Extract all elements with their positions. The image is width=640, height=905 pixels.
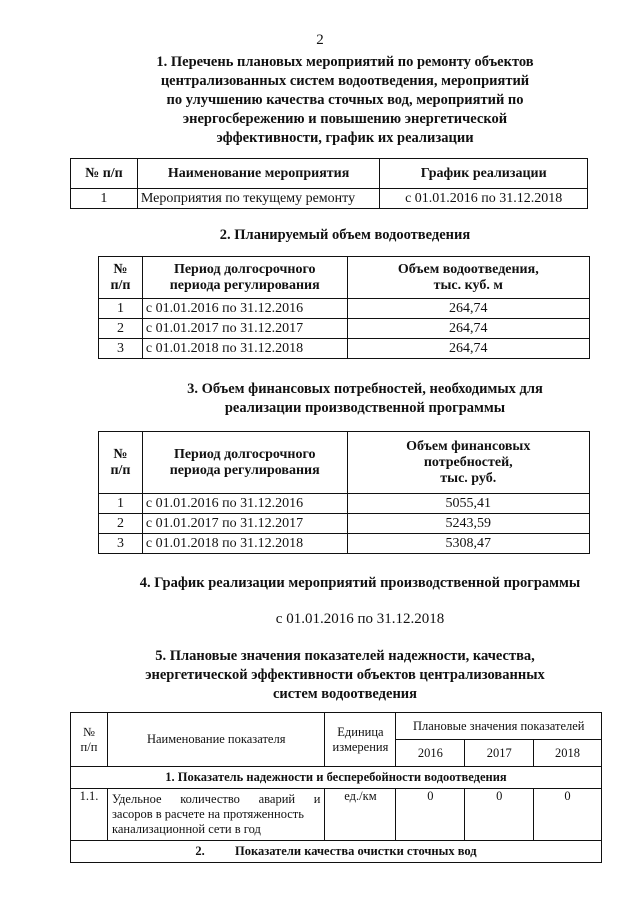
section5-title-line: систем водоотведения: [272, 686, 418, 702]
col-header-num: № п/п: [71, 713, 108, 767]
col-header-finance: Объем финансовых потребностей, тыс. руб.: [347, 432, 589, 494]
table-header-row: [71, 713, 602, 740]
col-header-volume: Объем водоотведения, тыс. куб. м: [347, 257, 589, 299]
row-value: 5055,41: [347, 494, 589, 514]
volume-table: [98, 256, 590, 359]
section4-title: 4. График реализации мероприятий производственной программы: [139, 575, 581, 591]
table-row: [99, 494, 590, 514]
section3-title: [0, 380, 640, 418]
table-row: [99, 299, 590, 319]
col-header-schedule: График реализации: [380, 159, 588, 189]
row-value: 264,74: [347, 319, 589, 339]
row-num: 3: [99, 534, 143, 554]
section3-title-line: 3. Объем финансовых потребностей, необходимых для: [187, 381, 543, 397]
row-period: с 01.01.2016 по 31.12.2016: [142, 299, 347, 319]
row-value: 264,74: [347, 299, 589, 319]
section2-title: 2. Планируемый объем водоотведения: [219, 227, 471, 243]
table-row: [71, 189, 588, 209]
row-num: 1: [71, 189, 138, 209]
row-num: 3: [99, 339, 143, 359]
row-value: 0: [534, 789, 602, 841]
table-row: [99, 319, 590, 339]
activities-table: [70, 158, 588, 209]
row-unit: ед./км: [325, 789, 396, 841]
section3-title-line: реализации производственной программы: [224, 400, 506, 416]
page-number: 2: [316, 32, 324, 48]
table-header-row: [99, 257, 590, 299]
row-num: 2: [99, 319, 143, 339]
row-value: 0: [465, 789, 534, 841]
col-header-year: 2016: [396, 740, 465, 767]
table-row: [99, 339, 590, 359]
col-header-num: № п/п: [99, 432, 143, 494]
row-num: 1: [99, 299, 143, 319]
group-title: 1. Показатель надежности и бесперебойности водоотведения: [71, 767, 602, 789]
row-value: 5243,59: [347, 514, 589, 534]
table-row: [99, 514, 590, 534]
section1-title-line: 1. Перечень плановых мероприятий по ремонту объектов: [156, 54, 534, 70]
col-header-year: 2018: [534, 740, 602, 767]
col-header-num: № п/п: [99, 257, 143, 299]
section5-title-line: 5. Плановые значения показателей надежности, качества,: [155, 648, 535, 664]
table-row: [71, 789, 602, 841]
col-header-period: Период долгосрочного периода регулирования: [142, 257, 347, 299]
row-value: 264,74: [347, 339, 589, 359]
group-title: 2. Показатели качества очистки сточных вод: [71, 841, 602, 863]
group-row: [71, 767, 602, 789]
section1-title-line: энергосбережению и повышению энергетической: [182, 111, 508, 127]
row-value: 5308,47: [347, 534, 589, 554]
row-period: с 01.01.2018 по 31.12.2018: [142, 534, 347, 554]
col-header-unit: Единица измерения: [325, 713, 396, 767]
section4-period: с 01.01.2016 по 31.12.2018: [275, 611, 445, 627]
col-header-planned: Плановые значения показателей: [396, 713, 602, 740]
table-header-row: [71, 159, 588, 189]
section1-title-line: эффективности, график их реализации: [216, 130, 474, 146]
section5-title-line: энергетической эффективности объектов централизованных: [145, 667, 545, 683]
section1-title: [0, 53, 640, 148]
row-value: 0: [396, 789, 465, 841]
col-header-num: № п/п: [71, 159, 138, 189]
row-num: 2: [99, 514, 143, 534]
col-header-period: Период долгосрочного периода регулирования: [142, 432, 347, 494]
section1-title-line: по улучшению качества сточных вод, мероприятий по: [166, 92, 524, 108]
row-period: с 01.01.2016 по 31.12.2016: [142, 494, 347, 514]
section1-title-line: централизованных систем водоотведения, мероприятий: [160, 73, 530, 89]
table-header-row: [99, 432, 590, 494]
row-period: с 01.01.2017 по 31.12.2017: [142, 514, 347, 534]
col-header-activity: Наименование мероприятия: [137, 159, 380, 189]
row-period: с 01.01.2018 по 31.12.2018: [142, 339, 347, 359]
col-header-year: 2017: [465, 740, 534, 767]
row-num: 1: [99, 494, 143, 514]
row-period: с 01.01.2017 по 31.12.2017: [142, 319, 347, 339]
row-num: 1.1.: [71, 789, 108, 841]
group-row: [71, 841, 602, 863]
row-schedule: с 01.01.2016 по 31.12.2018: [380, 189, 588, 209]
indicators-table: [70, 712, 602, 863]
finance-table: [98, 431, 590, 554]
row-indicator: Удельное количество аварий и засоров в расчете на протяженность канализационной сети в год: [107, 789, 325, 841]
table-row: [99, 534, 590, 554]
section5-title: [0, 647, 640, 704]
col-header-indicator: Наименование показателя: [107, 713, 325, 767]
row-activity: Мероприятия по текущему ремонту: [137, 189, 380, 209]
